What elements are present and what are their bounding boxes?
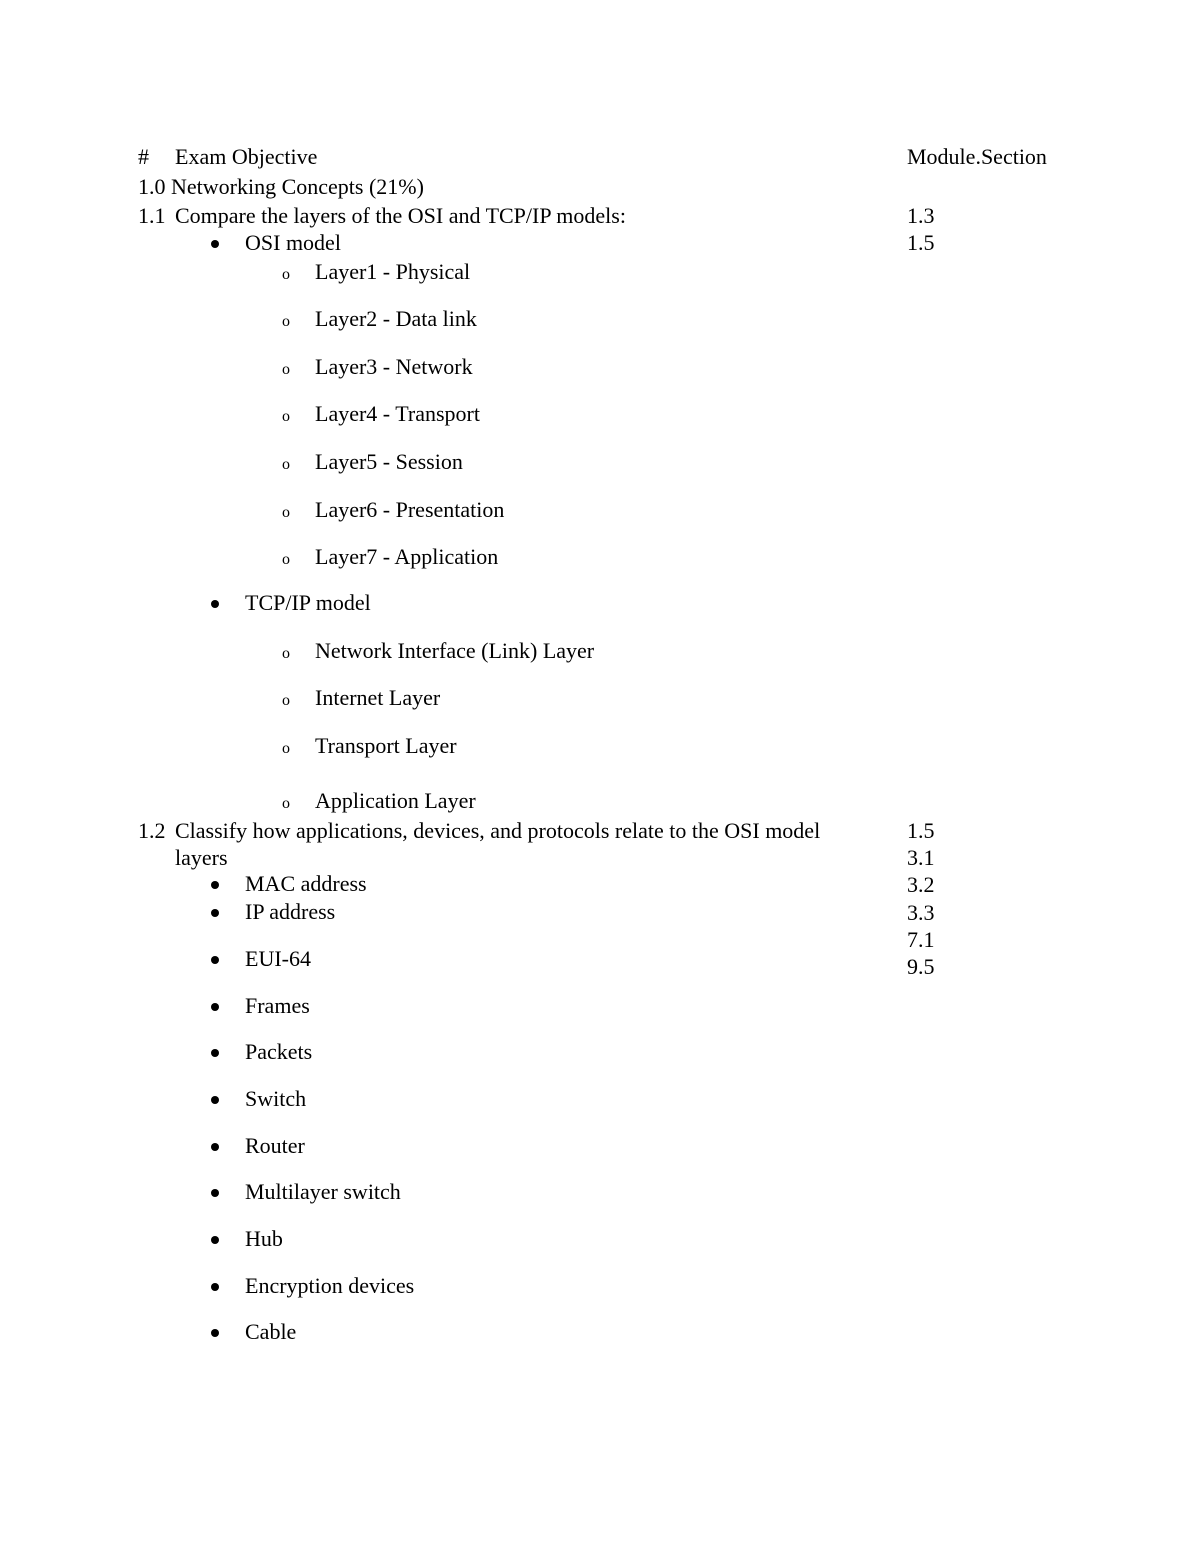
- osi-layer-item: Layer1 - Physical: [315, 259, 471, 284]
- objective-1-2-item: Multilayer switch: [245, 1179, 401, 1204]
- objective-1-2-item: Router: [245, 1133, 305, 1158]
- objective-1-1-section: 1.3: [907, 203, 935, 228]
- bullet-icon: [211, 1189, 219, 1197]
- circle-bullet-icon: o: [282, 645, 290, 662]
- bullet-icon: [211, 1096, 219, 1104]
- objective-1-2-item: MAC address: [245, 871, 367, 896]
- circle-bullet-icon: o: [282, 795, 290, 812]
- header-objective-label: Exam Objective: [175, 144, 318, 169]
- osi-layer-item: Layer4 - Transport: [315, 401, 480, 426]
- objective-1-1-number: 1.1: [138, 203, 166, 228]
- objective-1-2-number: 1.2: [138, 818, 166, 843]
- header-module-section-label: Module.Section: [907, 144, 1047, 169]
- objective-1-1-title: Compare the layers of the OSI and TCP/IP models:: [175, 203, 626, 228]
- circle-bullet-icon: o: [282, 266, 290, 283]
- bullet-icon: [211, 909, 219, 917]
- circle-bullet-icon: o: [282, 551, 290, 568]
- bullet-icon: [211, 1283, 219, 1291]
- objective-1-2-item: EUI-64: [245, 946, 311, 971]
- circle-bullet-icon: o: [282, 504, 290, 521]
- header-number-label: #: [138, 144, 149, 169]
- tcpip-layer-item: Transport Layer: [315, 733, 457, 758]
- tcpip-layer-item: Network Interface (Link) Layer: [315, 638, 595, 663]
- osi-layer-item: Layer7 - Application: [315, 544, 499, 569]
- circle-bullet-icon: o: [282, 456, 290, 473]
- objective-1-2-item: IP address: [245, 899, 336, 924]
- osi-layer-item: Layer6 - Presentation: [315, 497, 505, 522]
- bullet-icon: [211, 1329, 219, 1337]
- objective-1-2-item: Packets: [245, 1039, 313, 1064]
- objective-1-2-item: Frames: [245, 993, 310, 1018]
- objective-1-2-section: 1.5: [907, 818, 935, 843]
- circle-bullet-icon: o: [282, 313, 290, 330]
- objective-1-2-title-continued: layers: [175, 845, 228, 870]
- objective-1-1-section: 1.5: [907, 230, 935, 255]
- objective-1-2-title: Classify how applications, devices, and protocols relate to the OSI model: [175, 818, 821, 843]
- tcpip-layer-item: Internet Layer: [315, 685, 441, 710]
- objective-1-2-section: 3.2: [907, 872, 935, 897]
- objective-1-2-item: Encryption devices: [245, 1273, 415, 1298]
- circle-bullet-icon: o: [282, 408, 290, 425]
- objective-1-2-item: Cable: [245, 1319, 297, 1344]
- bullet-icon: [211, 1003, 219, 1011]
- osi-layer-item: Layer3 - Network: [315, 354, 473, 379]
- circle-bullet-icon: o: [282, 692, 290, 709]
- tcpip-layer-item: Application Layer: [315, 788, 476, 813]
- osi-layer-item: Layer2 - Data link: [315, 306, 477, 331]
- objective-1-2-item: Switch: [245, 1086, 307, 1111]
- objective-1-2-section: 9.5: [907, 954, 935, 979]
- bullet-icon: [211, 881, 219, 889]
- bullet-icon: [211, 240, 219, 248]
- circle-bullet-icon: o: [282, 740, 290, 757]
- tcpip-model-label: TCP/IP model: [245, 590, 371, 615]
- objective-1-2-section: 3.1: [907, 845, 935, 870]
- objective-1-2-section: 7.1: [907, 927, 935, 952]
- bullet-icon: [211, 600, 219, 608]
- osi-layer-item: Layer5 - Session: [315, 449, 463, 474]
- circle-bullet-icon: o: [282, 361, 290, 378]
- bullet-icon: [211, 956, 219, 964]
- bullet-icon: [211, 1236, 219, 1244]
- osi-model-label: OSI model: [245, 230, 341, 255]
- objective-1-2-section: 3.3: [907, 900, 935, 925]
- domain-heading: 1.0 Networking Concepts (21%): [138, 174, 424, 199]
- objective-1-2-item: Hub: [245, 1226, 283, 1251]
- bullet-icon: [211, 1143, 219, 1151]
- bullet-icon: [211, 1049, 219, 1057]
